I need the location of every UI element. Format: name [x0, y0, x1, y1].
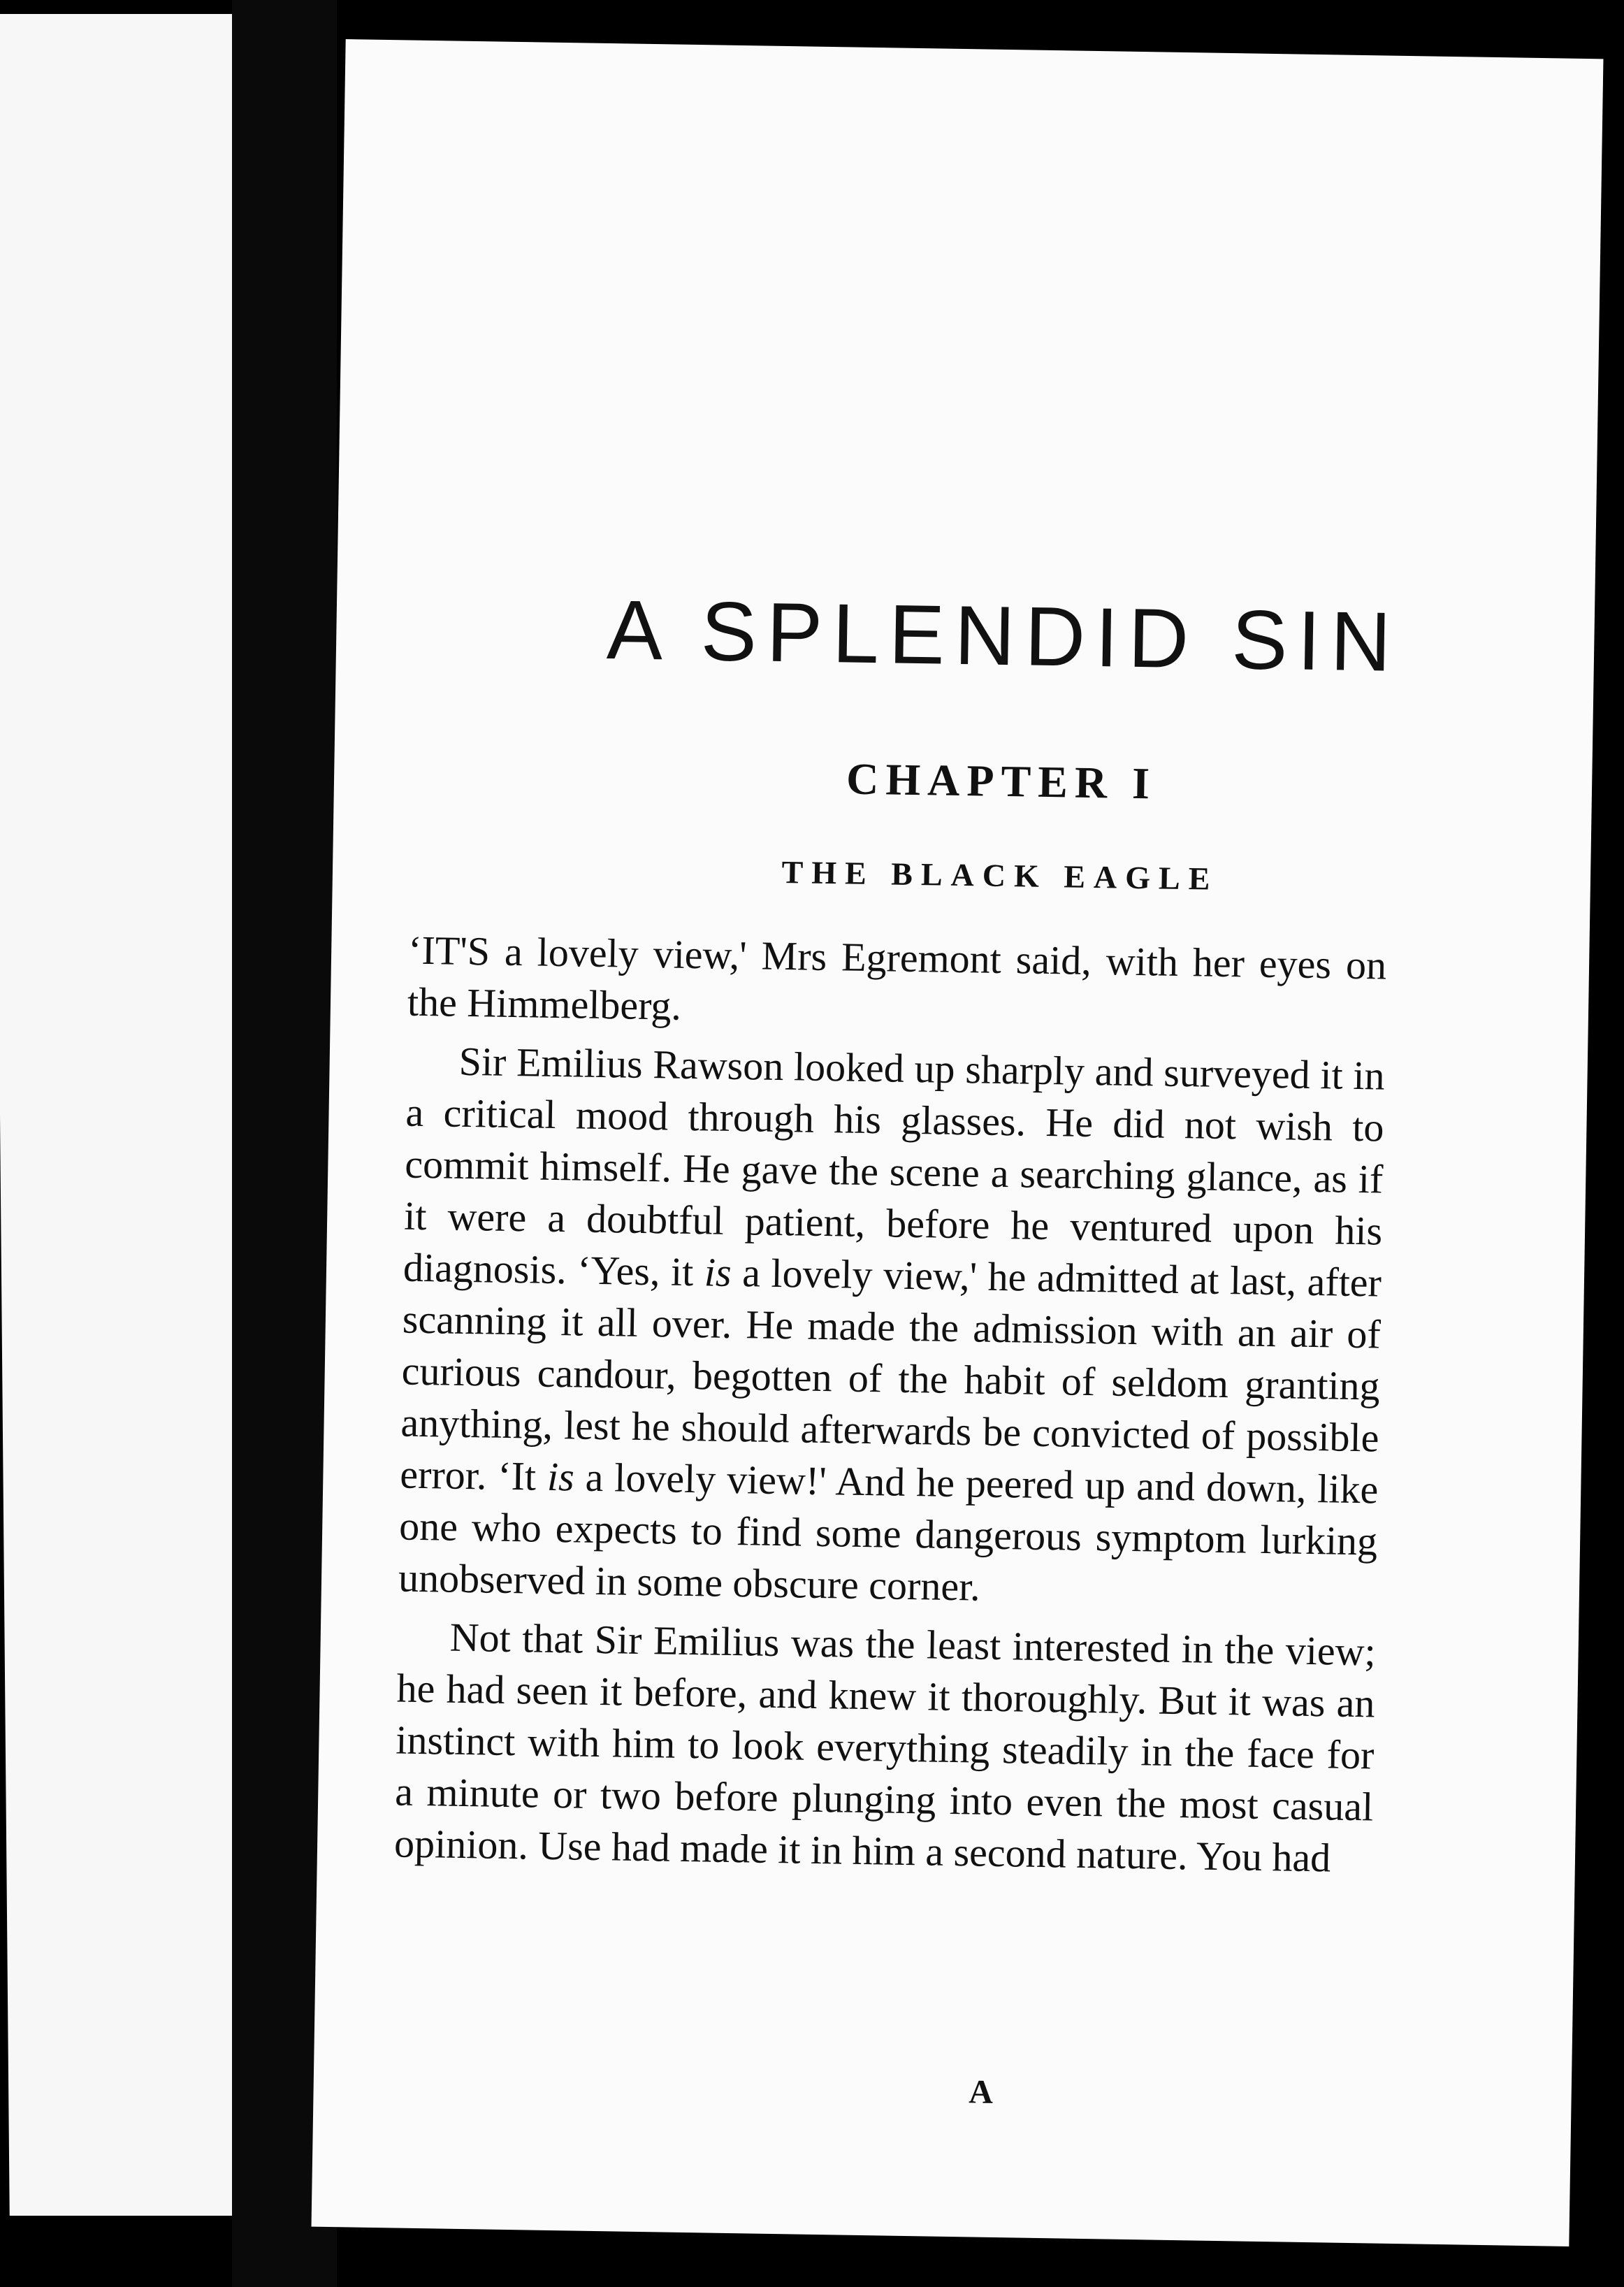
- paragraph-3: [394, 1611, 1377, 1885]
- paragraph-2-part-2: a lovely view,' he admitted at last, after scanning it all over. He made the admission with an air of curious candour, begotten of the habit of seldom granting anything, lest he should afterwards be convicted of possible error. ‘It: [399, 1249, 1382, 1499]
- chapter-title: THE BLACK EAGLE: [781, 854, 1219, 897]
- paragraph-1: [407, 925, 1386, 1044]
- paragraph-3-text: Not that Sir Emilius was the least interested in the view; he had seen it before, and knew it thoroughly. But it was an instinct with him to look everything steadily in the face for a minute or two before plunging into even the most casual opinion. Use had made it in him a second nature. You had: [393, 1614, 1377, 1881]
- open-quote: ‘: [407, 927, 423, 973]
- paragraph-2-part-3: a lovely view!' And he peered up and down, like one who expects to find some dangerous symptom lurking unobserved in some obscure corner.: [398, 1454, 1379, 1610]
- paragraph-1-text: a lovely view,' Mrs Egremont said, with her eyes on the Himmelberg.: [407, 928, 1387, 1029]
- signature-mark: A: [968, 2073, 994, 2111]
- emphasis-is-2: is: [546, 1453, 575, 1500]
- emphasis-is-1: is: [704, 1249, 732, 1295]
- body-text: [394, 925, 1387, 1885]
- paragraph-2-part-1: Sir Emilius Rawson looked up sharply and surveyed it in a critical mood through his glasses. He did not wish to commit himself. He gave the scene a searching glance, as if it were a doubtful patient, before he ventured upon his diagnosis. ‘Yes, it: [403, 1038, 1386, 1295]
- book-page: [312, 39, 1604, 2246]
- book-title: A SPLENDID SIN: [606, 583, 1402, 689]
- lead-word: IT'S: [421, 927, 491, 974]
- paragraph-2: [398, 1035, 1386, 1619]
- chapter-number: CHAPTER I: [846, 753, 1157, 809]
